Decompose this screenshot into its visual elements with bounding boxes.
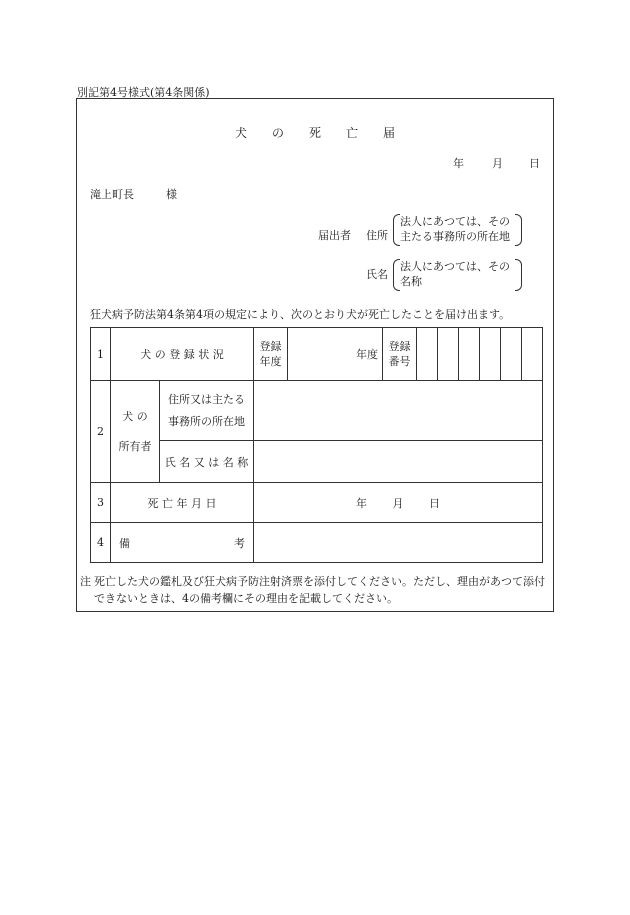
registration-digit[interactable] xyxy=(522,328,543,381)
bracket-left xyxy=(393,259,400,291)
registration-year-label-text: 登録年度 xyxy=(259,340,282,368)
owner-address-field[interactable] xyxy=(254,381,543,441)
death-date-field[interactable] xyxy=(254,483,543,523)
row-number: 4 xyxy=(91,523,111,563)
remarks-field[interactable] xyxy=(254,523,543,563)
remarks-label xyxy=(111,523,254,563)
addressee-honorific: 様 xyxy=(166,188,177,201)
death-date-label: 死 亡 年 月 日 xyxy=(111,483,254,523)
note-text xyxy=(80,573,552,607)
remarks-label-char: 考 xyxy=(234,536,246,550)
form-number-label: 別記第4号様式(第4条関係) xyxy=(77,86,210,99)
registration-number-label-text: 登録番号 xyxy=(388,340,411,368)
form-title xyxy=(0,124,630,141)
year-suffix: 年度 xyxy=(356,348,379,361)
registration-digit[interactable] xyxy=(480,328,501,381)
address-note xyxy=(400,214,510,244)
owner-label-line: 所有者 xyxy=(118,439,152,453)
row-number: 1 xyxy=(91,328,111,381)
date-year: 年 xyxy=(453,157,464,170)
owner-name-label: 氏 名 又 は 名 称 xyxy=(160,441,254,483)
date-month: 月 xyxy=(492,157,503,170)
dog-death-table xyxy=(90,327,543,563)
registration-digit[interactable] xyxy=(459,328,480,381)
remarks-label-char: 備 xyxy=(119,536,130,550)
notifier-name-label: 氏名 xyxy=(366,268,388,281)
death-date-value: 年 月 日 xyxy=(356,496,441,510)
address-note-line: 主たる事務所の所在地 xyxy=(400,230,510,243)
notifier-label: 届出者 xyxy=(318,229,351,242)
registration-status-label: 犬 の 登 録 状 況 xyxy=(111,328,254,381)
table-row xyxy=(91,483,543,523)
address-note-line: 法人にあつては、その xyxy=(400,215,510,228)
title-char: 犬 xyxy=(234,126,247,140)
registration-digit[interactable] xyxy=(501,328,522,381)
bracket-right xyxy=(515,214,522,246)
bracket-left xyxy=(393,214,400,246)
title-char: 亡 xyxy=(346,126,359,140)
registration-digit[interactable] xyxy=(417,328,438,381)
note-label: 注 xyxy=(80,575,91,588)
addressee-name: 滝上町長 xyxy=(90,188,134,201)
owner-address-label xyxy=(160,381,254,441)
date-day: 日 xyxy=(529,157,540,170)
owner-name-field[interactable] xyxy=(254,441,543,483)
registration-digit[interactable] xyxy=(438,328,459,381)
title-char: 死 xyxy=(308,126,321,140)
title-char: 届 xyxy=(383,126,396,140)
registration-year-label xyxy=(254,328,288,381)
row-number: 2 xyxy=(91,381,111,483)
name-note-line: 名称 xyxy=(400,275,422,288)
note-body: 死亡した犬の鑑札及び狂犬病予防注射済票を添付してください。ただし、理由があつて添付できないときは、4の備考欄にその理由を記載してください。 xyxy=(94,575,545,605)
owner-address-label-line: 事務所の所在地 xyxy=(168,414,245,428)
name-note xyxy=(400,259,510,289)
notifier-address-label: 住所 xyxy=(366,229,388,242)
owner-label-line: 犬 の xyxy=(122,409,148,423)
submission-date xyxy=(453,155,540,171)
table-row xyxy=(91,381,543,441)
table-row xyxy=(91,523,543,563)
bracket-right xyxy=(515,259,522,291)
table-row xyxy=(91,328,543,381)
notice-text: 狂犬病予防法第4条第4項の規定により、次のとおり犬が死亡したことを届け出ます。 xyxy=(90,308,511,321)
addressee xyxy=(90,186,177,202)
name-note-line: 法人にあつては、その xyxy=(400,260,510,273)
registration-number-label xyxy=(383,328,417,381)
registration-year-field[interactable] xyxy=(288,328,383,381)
owner-address-label-line: 住所又は主たる xyxy=(168,392,245,406)
row-number: 3 xyxy=(91,483,111,523)
owner-label xyxy=(111,381,160,483)
title-char: の xyxy=(271,126,284,140)
